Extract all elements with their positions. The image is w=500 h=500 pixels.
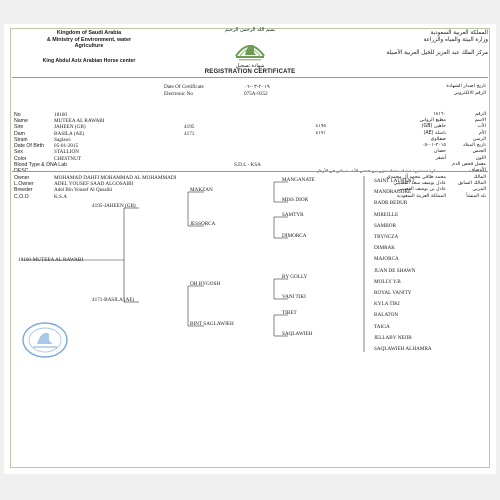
pedigree-g2-2: JESSORCA [190, 221, 216, 227]
field-label: Sex [14, 149, 23, 156]
field-value: STALLION [54, 149, 79, 156]
field-value: MOHAMAD DAHFI MOHAMMAD AL MOHAMMADI [54, 174, 177, 181]
field-arabic-value: عادل بن يوسف القصيبي [397, 187, 446, 193]
field-arabic-value: عادل يوسف سعد القصيبي [393, 180, 446, 186]
pedigree-g3-1: MANGANATE [282, 177, 315, 183]
field-arabic-label: الجنس [472, 149, 486, 155]
field-arabic-label: الأم [478, 130, 486, 136]
field-arabic-value: محمد ظافي محمد آل محمدي [386, 174, 446, 180]
field-arabic-value: مطيع الروابي [419, 117, 446, 123]
pedigree-g4-4: MIREILLE [374, 211, 399, 218]
field-arabic-label: الاسم [474, 117, 486, 123]
pedigree-g4-10: MOLLY Y.B [374, 278, 401, 285]
field-arabic-label: تاريخ اصدار الشهادة [446, 84, 486, 89]
field-arabic-value: جاهين (GB) [421, 124, 446, 130]
pedigree-g4-9: JUAN DE SHAWN [374, 267, 416, 274]
pedigree-g4-15: JELLABY NEJIB [374, 334, 412, 341]
field-value: Saglawi [54, 136, 71, 143]
field-value: 05-01-2015 [54, 143, 79, 150]
field-arabic-label: بلد المنشأ [466, 193, 486, 199]
field-label: Sire [14, 124, 24, 131]
header-ar-line1: المملكة العربية السعودية [430, 30, 488, 36]
field-arabic-label: المربي [472, 187, 486, 193]
field-mid-value: S.D.L - KSA [234, 162, 261, 168]
certificate-sheet [4, 24, 496, 474]
pedigree-g3-7: TIBET [282, 310, 297, 316]
pedigree-dam: 4171-BASILA (AE) [92, 297, 135, 303]
pedigree-g4-2: MANDRAGORE [374, 189, 412, 196]
field-value: K.S.A [54, 193, 67, 200]
field-mid-value: 075A-9352 [244, 90, 268, 97]
field-label: Breeder [14, 187, 33, 194]
official-stamp-icon [20, 320, 70, 360]
field-arabic-value: صقلاوي [430, 136, 446, 142]
bismillah: بسم الله الرحمن الرحيم [224, 27, 276, 33]
header-en-line3: Agriculture [74, 43, 104, 50]
field-label: Blood Type & DNA Lab [14, 162, 67, 168]
pedigree-chart [4, 24, 496, 474]
pedigree-g4-1: SAINT LAURENT [374, 178, 415, 184]
field-arabic-label: الرقم الالكتروني [453, 90, 486, 96]
field-label: L.Owner [14, 180, 34, 187]
field-arabic-value: ٢٠١٥-٠١-٠٥ [421, 143, 446, 149]
pedigree-g4-13: BALATON [374, 312, 399, 319]
field-value: 18160 [54, 111, 67, 118]
pedigree-g4-6: TRYNCZA [374, 234, 399, 240]
field-arabic-label: الرسن [472, 136, 486, 142]
pedigree-g3-6: VANI TIKI [282, 294, 306, 300]
field-arabic-label: المالك السابق [458, 180, 486, 186]
pedigree-g4-12: KYLA TIKI [374, 301, 400, 308]
field-arabic-value: المملكة العربية السعودية [396, 193, 446, 199]
field-arabic-label: الرقم [475, 111, 486, 117]
pedigree-g4-14: TAIGA [374, 323, 390, 330]
pedigree-horse: 18160-MUTEEA AL RAWABI [18, 257, 84, 263]
header-en-center: King Abdul Aziz Arabian Horse center [42, 58, 136, 64]
field-arabic-value: باسلة (AE) [423, 130, 446, 136]
field-arabic-mid-value: ٤١٩٥ [315, 124, 326, 130]
pedigree-g4-11: ROYAL VANITY [374, 290, 412, 296]
pedigree-sire: 4195-JAHEEN (GB) [92, 203, 136, 209]
pedigree-g3-4: DIMORCA [282, 233, 307, 239]
field-mid-value: 4195 [184, 124, 195, 131]
field-label: No [14, 111, 21, 118]
header-ar-line2: وزارة البيئة والمياه والزراعة [423, 36, 488, 43]
field-arabic-label: تاريخ الميلاد [462, 143, 486, 149]
pedigree-g4-16: SAQLAWIEH ALHAMRA [374, 346, 432, 352]
pedigree-g2-1: MAKZAN [190, 187, 213, 193]
field-value: CHESTNUT [54, 155, 82, 162]
field-label: Strain [14, 136, 28, 143]
field-mid-value: ٢٠١٩-٠٣-٠٦ [244, 84, 270, 90]
field-value: Date Of Certificate [164, 84, 204, 90]
pedigree-g3-8: SAQLAWIEH [282, 331, 313, 337]
pedigree-g4-3: BADR BEDUR [374, 200, 408, 207]
pedigree-g4-7: DIMRAK [374, 245, 396, 252]
field-label: Owner [14, 174, 30, 181]
field-value: Electronic No [164, 90, 193, 97]
field-mid-value: 4171 [184, 130, 195, 137]
field-value: ADEL YOUSEF SAAD ALGOSAIBI [54, 180, 134, 187]
pedigree-g3-3: SAMTYR [282, 212, 304, 218]
field-arabic-label: المالك [473, 174, 486, 180]
field-value: BASILA (AE) [54, 130, 85, 137]
pedigree-g4-5: SAMBOR [374, 222, 396, 229]
field-value: MUTEEA AL RAWABI [54, 117, 105, 124]
field-label: Color [14, 155, 27, 162]
certificate-title-arabic: شهادة تسجيل [235, 63, 265, 69]
certificate-title: REGISTRATION CERTIFICATE [204, 69, 296, 75]
header-ar-line3: مركز الملك عبد العزيز للخيل العربية الأصيلة [386, 50, 488, 57]
field-value: JAHEEN (GB) [54, 124, 86, 131]
pedigree-g2-4: BINT SAGLAWIEH [190, 321, 234, 327]
field-arabic-value: ١٨١٦٠ [433, 111, 446, 117]
field-label: Dam [14, 130, 25, 137]
field-arabic-label: معمل فحص الدم [452, 162, 486, 167]
field-label: C.O.O [14, 193, 29, 200]
pedigree-g4-8: MAJORCA [374, 256, 399, 263]
field-value: Adel Bin Yousef Al Qusaibi [54, 187, 113, 194]
field-label: Date Of Birth [14, 143, 44, 150]
field-arabic-value: حصان [433, 149, 446, 155]
pedigree-g2-3: OH BYGOSH [190, 281, 221, 287]
header-en-line1: Kingdom of Saudi Arabia [56, 30, 122, 36]
field-arabic-label: الأب [477, 124, 486, 130]
field-arabic-value: أشقر [435, 155, 446, 161]
field-arabic-label: اللون [475, 155, 486, 161]
field-label: Name [14, 117, 28, 124]
field-arabic-mid-value: ٤١٧١ [315, 130, 326, 136]
pedigree-g3-5: BY GOLLY [282, 274, 308, 280]
pedigree-g3-2: MISS DIOR [282, 197, 309, 203]
header-en-line2: & Ministry of Environment, water [46, 36, 132, 43]
